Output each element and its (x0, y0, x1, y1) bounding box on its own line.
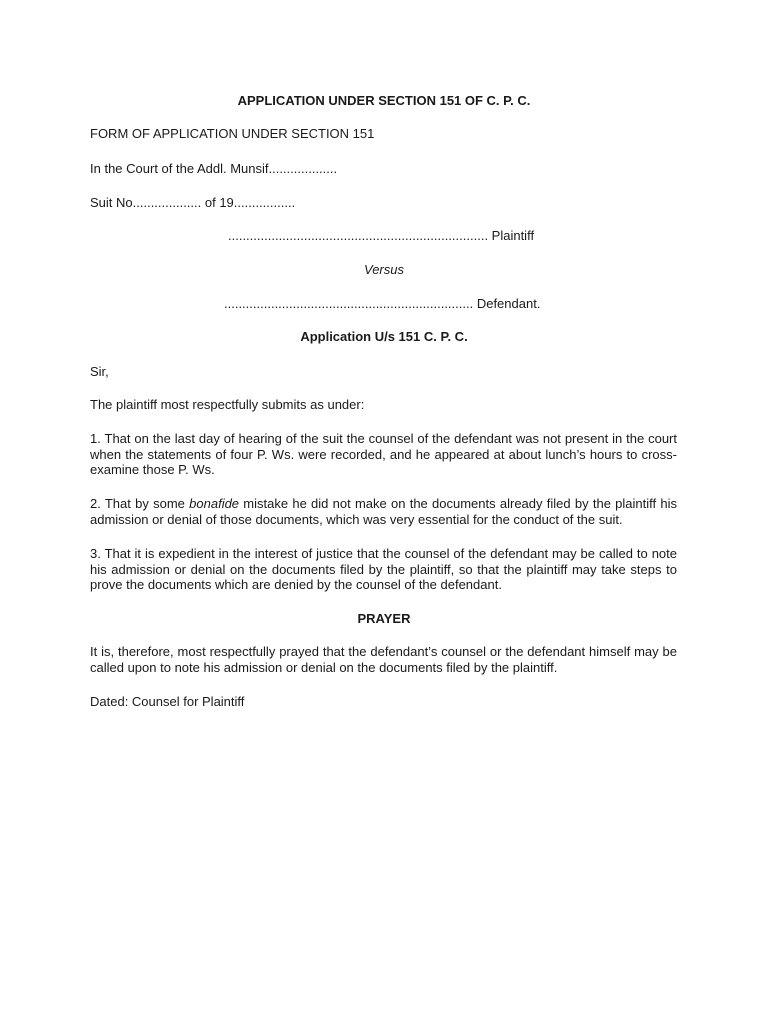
point-1-paragraph: 1. That on the last day of hearing of the suit the counsel of the defendant was not present in the court when the statements of four P. Ws. were recorded, and he appeared at about lunch’s hours to cross-examine those P. Ws. (90, 431, 677, 478)
versus-text: Versus (364, 262, 404, 277)
plaintiff-line: ........................................................................ Plaintiff (228, 228, 535, 243)
point-2-suffix: mistake he did not make on the documents already filed by the plaintiff his admission or denial of those documents, which was very essential for the conduct of the suit. (90, 496, 677, 527)
defendant-line: ..................................................................... Defendant. (224, 296, 541, 311)
application-heading: Application U/s 151 C. P. C. (300, 329, 468, 344)
intro-text: The plaintiff most respectfully submits as under: (90, 397, 365, 412)
document-title: APPLICATION UNDER SECTION 151 OF C. P. C. (237, 93, 531, 108)
point-2-paragraph (90, 496, 677, 527)
point-2-italic: bonafide (189, 496, 240, 511)
point-2-prefix: 2. That by some (90, 496, 190, 511)
salutation: Sir, (90, 364, 109, 379)
prayer-heading: PRAYER (357, 611, 411, 626)
point-3-paragraph: 3. That it is expedient in the interest of justice that the counsel of the defendant may be called to note his admission or denial on the documents filed by the plaintiff, so that the plaintiff may take steps to prove the documents which are denied by the counsel of the defendant. (90, 546, 677, 593)
prayer-paragraph: It is, therefore, most respectfully prayed that the defendant’s counsel or the defendant himself may be called upon to note his admission or denial on the documents filed by the plaintiff. (90, 644, 677, 675)
court-line: In the Court of the Addl. Munsif................... (90, 161, 338, 176)
dated-line: Dated: Counsel for Plaintiff (90, 694, 245, 709)
suit-number-line: Suit No................... of 19................. (90, 195, 296, 210)
form-heading: FORM OF APPLICATION UNDER SECTION 151 (90, 126, 375, 141)
